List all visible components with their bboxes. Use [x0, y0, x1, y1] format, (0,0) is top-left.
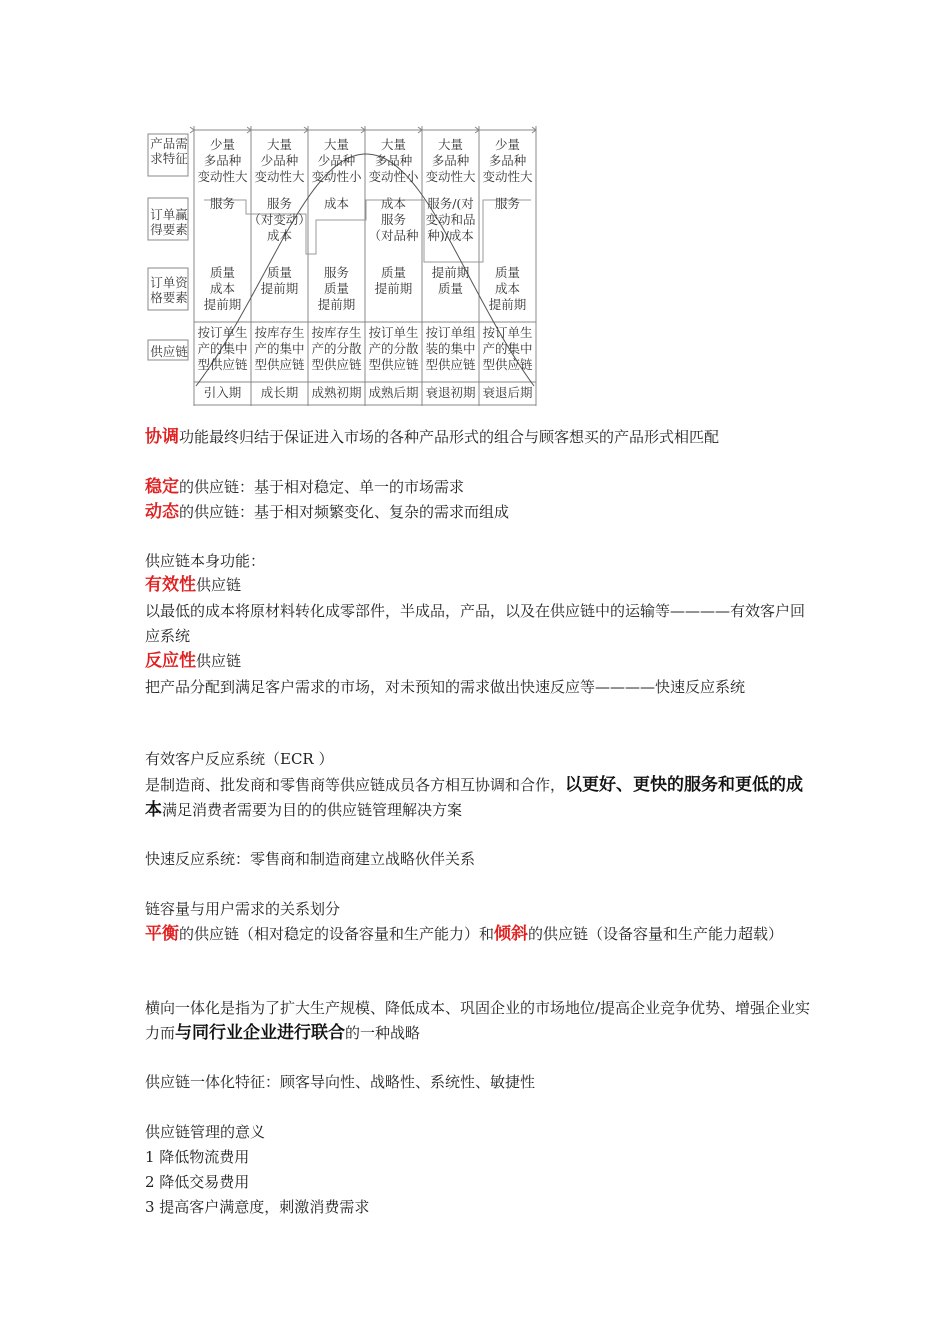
row-label-text: 订单赢	[150, 207, 188, 222]
qualifier-text: 质量	[437, 281, 464, 296]
supply-chain-text: 型供应链	[425, 357, 476, 372]
para-responsive-desc: 把产品分配到满足客户需求的市场，对未预知的需求做出快速反应等————快速反应系统	[145, 678, 746, 696]
list-item-2: 2 降低交易费用	[145, 1173, 250, 1191]
qualifier-text: 质量	[323, 281, 350, 296]
demand-text: 大量	[266, 137, 293, 152]
list-item-1: 1 降低物流费用	[145, 1148, 250, 1166]
list-item-3: 3 提高客户满意度，刺激消费需求	[145, 1198, 370, 1216]
demand-text: 变动性小	[368, 169, 419, 184]
supply-chain-text: 产的集中	[197, 341, 248, 356]
qualifier-text: 成本	[494, 281, 521, 296]
supply-chain-text: 按订单生	[197, 325, 248, 340]
win-factor-text: （对变动）	[248, 212, 311, 227]
demand-text: 变动性大	[482, 169, 533, 184]
win-factor-text: 种)/成本	[427, 228, 474, 243]
para-efficient-desc: 以最低的成本将原材料转化成零部件，半成品，产品，以及在供应链中的运输等————有效客户回应系统	[145, 602, 806, 645]
supply-chain-text: 型供应链	[368, 357, 419, 372]
arrow-tick	[190, 127, 194, 133]
demand-text: 变动性小	[311, 169, 362, 184]
stage-label: 引入期	[203, 385, 242, 400]
demand-text: 大量	[323, 137, 350, 152]
demand-text: 多品种	[488, 153, 527, 168]
win-factor-text: 服务	[380, 212, 407, 227]
demand-text: 少品种	[317, 153, 356, 168]
para-stable-chain: 稳定的供应链：基于相对稳定、单一的市场需求	[145, 477, 465, 497]
demand-text: 变动性大	[197, 169, 248, 184]
win-factor-text: 服务	[209, 196, 236, 211]
supply-chain-text: 型供应链	[482, 357, 533, 372]
demand-text: 多品种	[431, 153, 470, 168]
supply-chain-text: 按库存生	[311, 325, 362, 340]
qualifier-text: 提前期	[203, 297, 242, 312]
para-capacity-heading: 链容量与用户需求的关系划分	[145, 900, 341, 918]
win-factor-text: （对品种	[368, 228, 419, 243]
supply-chain-text: 装的集中	[425, 341, 476, 356]
para-ecr-desc: 是制造商、批发商和零售商等供应链成员各方相互协调和合作，以更好、更快的服务和更低的成本满足消费者需要为目的的供应链管理解决方案	[145, 775, 804, 820]
win-factor-text: 成本	[323, 196, 350, 211]
demand-text: 少量	[494, 137, 521, 152]
demand-text: 大量	[380, 137, 407, 152]
demand-text: 少量	[209, 137, 236, 152]
stage-label: 衰退初期	[425, 385, 476, 400]
row-label-text: 格要素	[150, 290, 188, 305]
supply-chain-text: 型供应链	[311, 357, 362, 372]
row-label-text: 得要素	[150, 222, 188, 237]
supply-chain-text: 产的集中	[482, 341, 533, 356]
demand-text: 多品种	[374, 153, 413, 168]
row-label-text: 供应链	[150, 344, 188, 359]
win-factor-text: 服务	[494, 196, 521, 211]
para-qr: 快速反应系统：零售商和制造商建立战略伙伴关系	[145, 850, 476, 868]
supply-chain-text: 型供应链	[197, 357, 248, 372]
supply-chain-text: 产的分散	[368, 341, 419, 356]
stage-label: 成熟初期	[311, 385, 362, 400]
qualifier-text: 提前期	[488, 297, 527, 312]
qualifier-text: 提前期	[431, 265, 470, 280]
para-meaning-heading: 供应链管理的意义	[145, 1123, 266, 1141]
demand-text: 变动性大	[254, 169, 305, 184]
para-responsive-chain: 反应性供应链	[145, 651, 242, 671]
demand-text: 少品种	[260, 153, 299, 168]
supply-chain-text: 按订单组	[425, 325, 476, 340]
qualifier-text: 成本	[209, 281, 236, 296]
para-coordination: 协调功能最终归结于保证进入市场的各种产品形式的组合与顾客想买的产品形式相匹配	[145, 427, 720, 447]
para-capacity-desc: 平衡的供应链（相对稳定的设备容量和生产能力）和倾斜的供应链（设备容量和生产能力超载）	[145, 924, 784, 944]
supply-chain-text: 产的分散	[311, 341, 362, 356]
para-integration-features: 供应链一体化特征：顾客导向性、战略性、系统性、敏捷性	[145, 1073, 536, 1091]
win-factor-text: 服务	[266, 196, 293, 211]
qualifier-text: 质量	[209, 265, 236, 280]
qualifier-text: 质量	[266, 265, 293, 280]
win-factor-text: 变动和品	[425, 212, 476, 227]
para-dynamic-chain: 动态的供应链：基于相对频繁变化、复杂的需求而组成	[145, 502, 510, 522]
win-factor-text: 成本	[266, 228, 293, 243]
supply-chain-text: 产的集中	[254, 341, 305, 356]
row-label-text: 产品需	[150, 136, 188, 151]
qualifier-text: 提前期	[317, 297, 356, 312]
demand-text: 大量	[437, 137, 464, 152]
stage-label: 成长期	[260, 385, 299, 400]
supply-chain-text: 型供应链	[254, 357, 305, 372]
win-factor-text: 服务/(对	[427, 196, 474, 211]
supply-chain-text: 按订单生	[482, 325, 533, 340]
qualifier-text: 服务	[323, 265, 350, 280]
demand-text: 多品种	[203, 153, 242, 168]
win-factor-text: 成本	[380, 196, 407, 211]
qualifier-text: 提前期	[260, 281, 299, 296]
para-function-heading: 供应链本身功能：	[145, 552, 266, 570]
row-label-text: 求特征	[150, 151, 188, 166]
qualifier-text: 提前期	[374, 281, 413, 296]
para-horizontal-integration: 横向一体化是指为了扩大生产规模、降低成本、巩固企业的市场地位/提高企业竞争优势、增强企业实力而与同行业企业进行联合的一种战略	[145, 999, 811, 1043]
para-ecr-heading: 有效客户反应系统（ECR ）	[145, 750, 334, 768]
supply-chain-lifecycle-figure	[146, 124, 538, 406]
row-label-text: 订单资	[150, 275, 188, 290]
qualifier-text: 质量	[380, 265, 407, 280]
supply-chain-text: 按库存生	[254, 325, 305, 340]
qualifier-text: 质量	[494, 265, 521, 280]
supply-chain-text: 按订单生	[368, 325, 419, 340]
para-efficient-chain: 有效性供应链	[145, 575, 242, 595]
stage-label: 衰退后期	[482, 385, 533, 400]
stage-label: 成熟后期	[368, 385, 419, 400]
demand-text: 变动性大	[425, 169, 476, 184]
